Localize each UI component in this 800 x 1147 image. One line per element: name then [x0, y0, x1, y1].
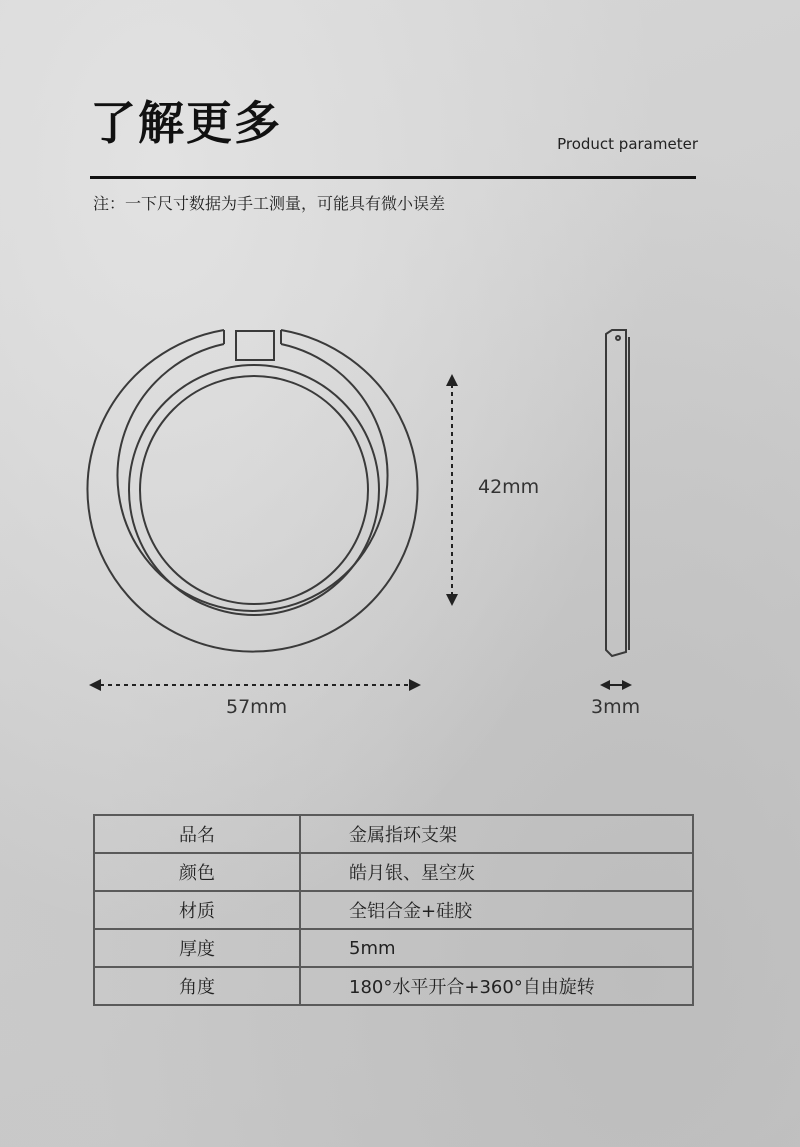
spec-label: 颜色	[94, 853, 300, 891]
spec-value: 5mm	[300, 929, 693, 967]
ring-front-view	[88, 330, 418, 652]
page-subtitle: Product parameter	[557, 135, 698, 153]
page-title: 了解更多	[90, 96, 282, 150]
spec-value: 全铝合金+硅胶	[300, 891, 693, 929]
spec-label: 角度	[94, 967, 300, 1005]
spec-value: 180°水平开合+360°自由旋转	[300, 967, 693, 1005]
thickness-dimension-arrow	[600, 680, 632, 690]
ring-hinge-tab	[224, 330, 281, 360]
spec-label: 厚度	[94, 929, 300, 967]
width-dimension-label: 57mm	[226, 696, 288, 718]
spec-table	[93, 814, 694, 1006]
table-row	[94, 853, 693, 891]
ring-side-view	[606, 330, 629, 656]
table-row	[94, 929, 693, 967]
table-row	[94, 891, 693, 929]
measurement-note: 注：一下尺寸数据为手工测量，可能具有微小误差	[93, 194, 446, 213]
table-row	[94, 967, 693, 1005]
ring-inner-disc	[140, 376, 368, 604]
spec-value: 金属指环支架	[300, 815, 693, 853]
spec-label: 品名	[94, 815, 300, 853]
spec-label: 材质	[94, 891, 300, 929]
width-dimension-arrow	[89, 679, 421, 691]
table-row	[94, 815, 693, 853]
thickness-dimension-label: 3mm	[591, 696, 641, 718]
spec-value: 皓月银、星空灰	[300, 853, 693, 891]
height-dimension-label: 42mm	[478, 476, 540, 498]
height-dimension-arrow	[446, 374, 458, 606]
